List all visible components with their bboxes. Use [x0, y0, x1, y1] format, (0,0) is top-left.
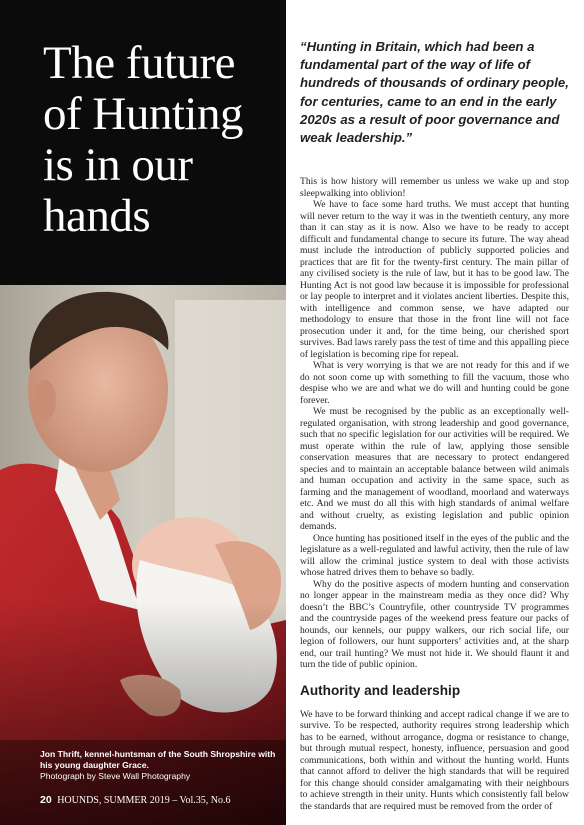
pull-quote: “Hunting in Britain, which had been a fundamental part of the way of life of hundreds of thousands of ordinary people, for centuries, came to an end in the early 2020s as a result of poor governance and weak leadership.”	[300, 39, 569, 146]
photo-credit: Photograph by Steve Wall Photography	[40, 771, 191, 781]
paragraph: What is very worrying is that we are not ready for this and if we do not soon come up with something to fill the vacuum, those who despise who we are and what we do will and hunting could be gone forever.	[300, 360, 569, 406]
paragraph: We have to be forward thinking and accept radical change if we are to survive. To be respected, authority requires strong leadership which has to be earned, without arrogance, dogma or resistance to change, but through mutual respect, honesty, influence, persuasion and good communications, both within and without the hunting world. Hunts that cannot afford to deliver the high standards that will be required for this change should consider amalgamating with their neighbours to achieve strength in their unity. Hunts which consistently fall below the standards that are required must be removed from the order of	[300, 708, 569, 812]
paragraph: Why do the positive aspects of modern hunting and conservation no longer appear in the mainstream media as they once did? Why doesn’t the BBC’s Countryfile, other countryside TV programmes and the countryside pages of the weekend press feature our packs of hounds, our kennels, our puppy walkers, our rich social life, our legion of followers, our hunt supporters’ activities and, at the sharp end, our trail hunting? We must not hide it. We should flaunt it and turn the tide of public opinion.	[300, 578, 569, 670]
page-footer	[40, 794, 230, 806]
paragraph: Once hunting has positioned itself in the eyes of the public and the legislature as a well-regulated and lawful activity, then the rule of law will allow the criminal justice system to deal with those activists whose hatred drives them to behave so badly.	[300, 532, 569, 578]
headline: The future of Hunting is in our hands	[43, 37, 243, 242]
paragraph: We must be recognised by the public as an exceptionally well-regulated organisation, with strong leadership and good governance, such that no specific legislation for our activities will be required. We must operate within the rule of law, applying those sensible conservation measures that are necessary to protect endangered species and to maintain an acceptable balance between wild animals and human occupation and activity in the same space, such as farming and the management of woodland, moorland and waterways etc. And we must do all this with high standards of animal welfare and without cruelty, as existing legislation and public opinion demands.	[300, 406, 569, 532]
paragraph: This is how history will remember us unless we wake up and stop sleepwalking into oblivion!	[300, 176, 569, 199]
article-column	[300, 0, 569, 825]
photo-column	[0, 0, 286, 825]
caption-description: Jon Thrift, kennel-huntsman of the South Shropshire with his young daughter Grace.	[40, 749, 276, 770]
photo-caption	[40, 749, 285, 782]
paragraph: We have to face some hard truths. We must accept that hunting will never return to the way it was in the twentieth century, any more than it can stay as it is now. Also we have to be ready to accept difficult and fundamental change to secure its future. The way ahead must include the introduction of publicly supported policies and practices that are fit for the twenty-first century. The main pillar of any civilised society is the rule of law, but it has to be good law. The Hunting Act is not good law because it is impossible for professional or lay people to interpret and it violates ancient liberties. Despite this, with intelligence and common sense, we have adapted our methodology to ensure that those in the front line will not face prosecution under it and, for the time being, our cherished sport survives. Bad laws rarely pass the test of time and this appalling piece of legislation is becoming ripe for repeal.	[300, 199, 569, 360]
page-number: 20	[40, 794, 52, 806]
section-subheading: Authority and leadership	[300, 682, 461, 698]
publication-info: HOUNDS, SUMMER 2019 – Vol.35, No.6	[57, 795, 231, 806]
article-body	[300, 176, 569, 812]
